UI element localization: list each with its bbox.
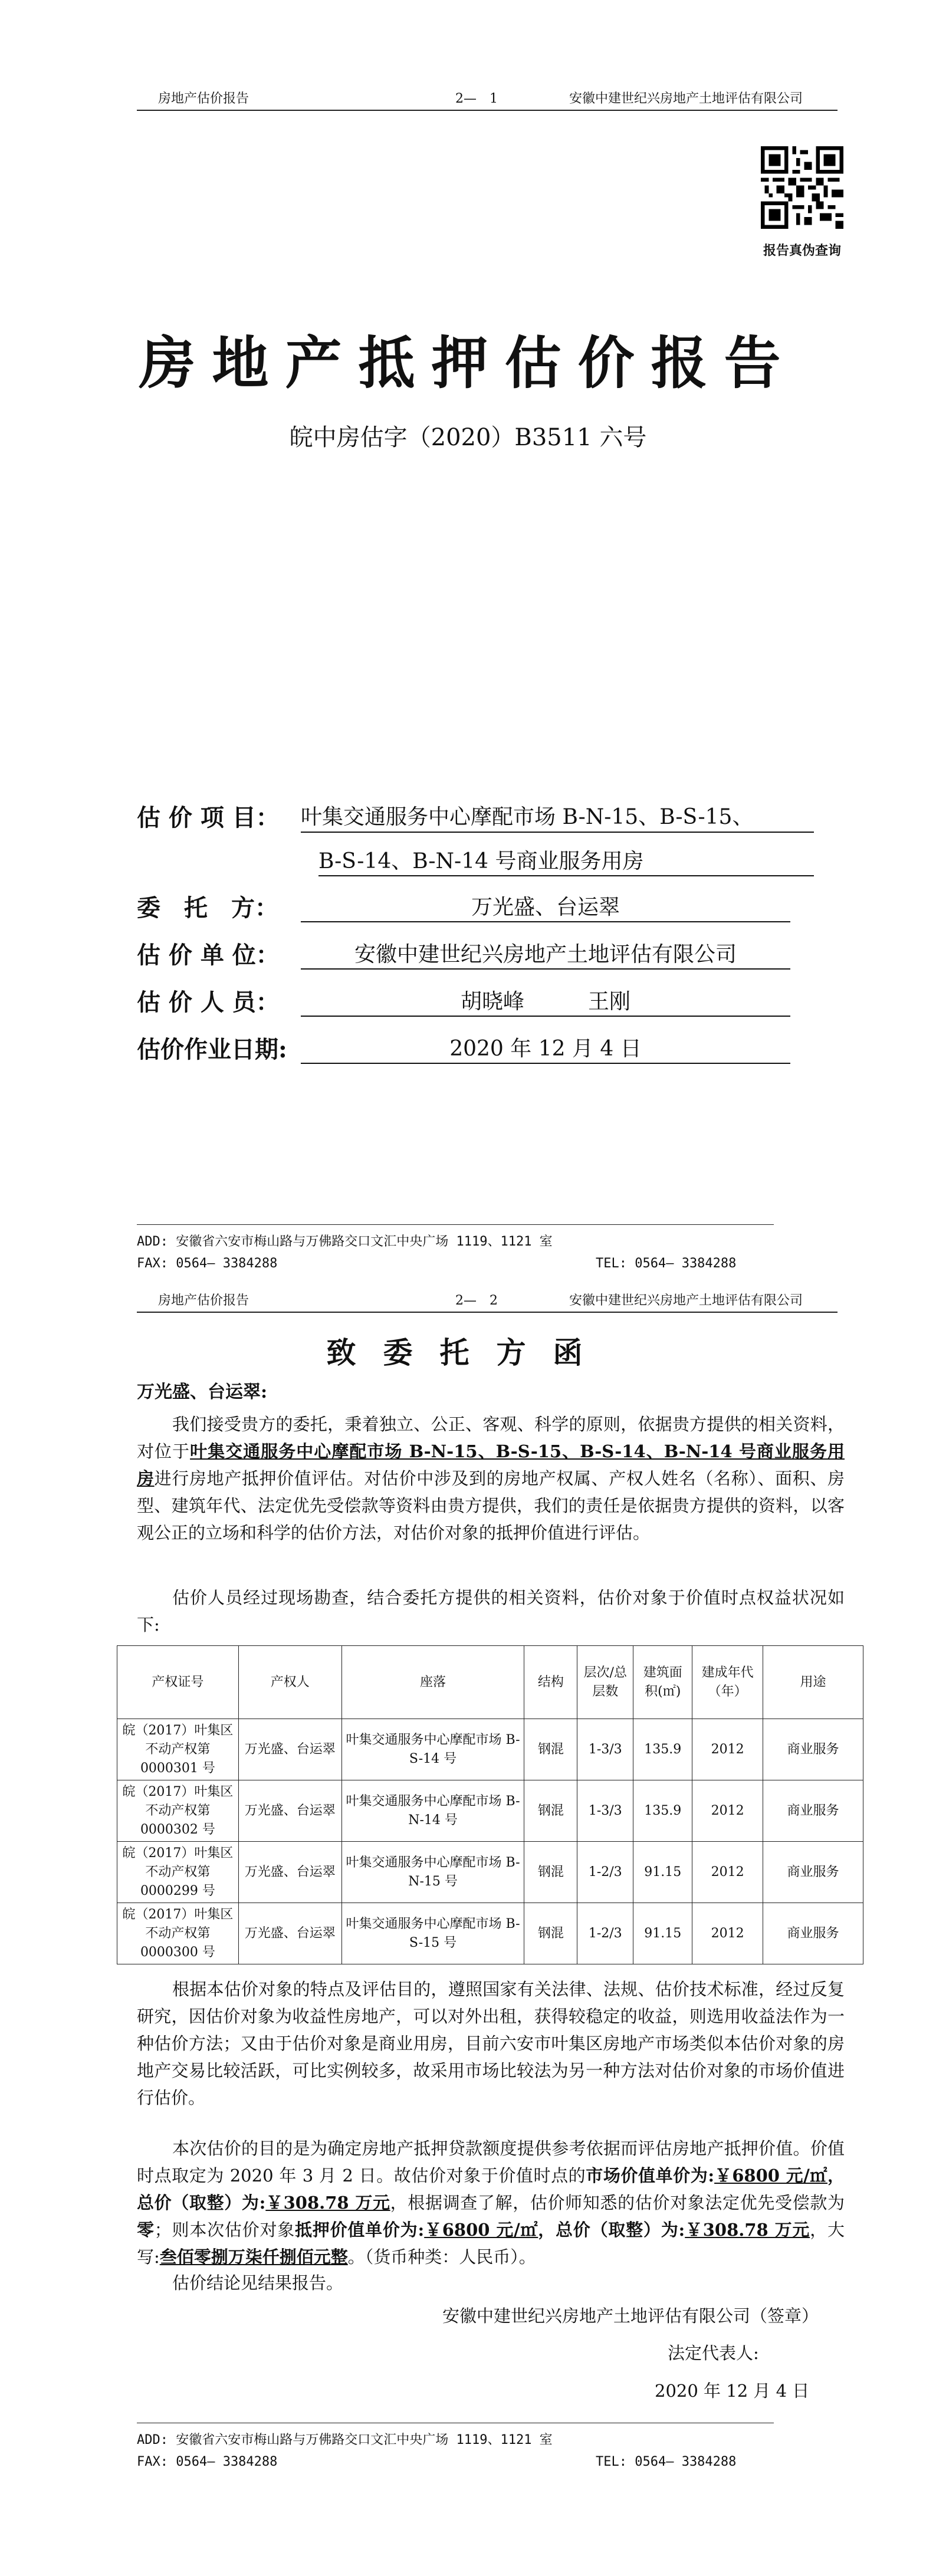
salutation: 万光盛、台运翠: [137, 1382, 268, 1402]
table-cell: 叶集交通服务中心摩配市场 B-N-15 号 [341, 1842, 524, 1903]
para4-text-f: ，根据调查了解，估价师知悉的估价对象法定优先受偿款为 [390, 2193, 845, 2213]
table-header-cell: 座落 [341, 1646, 524, 1719]
table-cell: 135.9 [633, 1719, 692, 1780]
table-cell: 万光盛、台运翠 [238, 1903, 341, 1964]
signature-company: 安徽中建世纪兴房地产土地评估有限公司（签章） [442, 2306, 819, 2326]
table-header-cell: 结构 [524, 1646, 577, 1719]
paragraph-conclusion [137, 2135, 845, 2271]
table-row [117, 1780, 863, 1842]
table-header-cell: 建筑面积(㎡) [633, 1646, 692, 1719]
property-table [117, 1645, 863, 1964]
table-cell: 皖（2017）叶集区不动产权第0000300 号 [117, 1903, 239, 1964]
para4-text-a: 本次估价的目的是为确定房地产抵押贷款额度提供参考依据而评估房地产抵押价值。价值时点取定为 2020 年 3 月 2 日。故估价对象于价值时点的 [137, 2138, 845, 2186]
para4-mortgage-unit-value: ￥6800 元/㎡ [424, 2220, 538, 2240]
appraiser-org-underline [301, 968, 790, 970]
appraiser-org-value: 安徽中建世纪兴房地产土地评估有限公司 [354, 942, 737, 967]
date-value: 2020 年 12 月 4 日 [449, 1037, 642, 1061]
page1-footer-rule [137, 1224, 774, 1225]
table-cell: 钢混 [524, 1719, 577, 1780]
table-header-cell: 用途 [763, 1646, 863, 1719]
table-cell: 万光盛、台运翠 [238, 1842, 341, 1903]
para4-market-unit-value: ￥6800 元/㎡ [714, 2166, 827, 2186]
table-cell: 2012 [692, 1903, 763, 1964]
table-cell: 叶集交通服务中心摩配市场 B-S-14 号 [341, 1719, 524, 1780]
page1-header-left: 房地产估价报告 [158, 91, 249, 106]
table-cell: 万光盛、台运翠 [238, 1780, 341, 1842]
project-label: 估 价 项 目： [137, 804, 280, 832]
table-cell: 1-3/3 [577, 1780, 633, 1842]
table-header-cell: 产权人 [238, 1646, 341, 1719]
para4-text-o: 。（货币种类：人民币）。 [347, 2247, 536, 2267]
para4-mortgage-total-value: ￥308.78 万元 [685, 2220, 810, 2240]
page1-header-rule [137, 110, 838, 111]
para4-priority-value: 零 [137, 2220, 155, 2240]
page2-footer-tel: TEL: 0564— 3384288 [596, 2455, 737, 2469]
table-cell: 商业服务 [763, 1719, 863, 1780]
table-cell: 1-2/3 [577, 1903, 633, 1964]
table-cell: 叶集交通服务中心摩配市场 B-N-14 号 [341, 1780, 524, 1842]
project-underline-2 [318, 875, 814, 876]
page1-footer-fax: FAX: 0564— 3384288 [137, 1256, 278, 1271]
para4-mortgage-unit-label: 抵押价值单价为: [295, 2220, 425, 2240]
table-cell: 钢混 [524, 1780, 577, 1842]
appraisers-value: 胡晓峰 王刚 [460, 990, 630, 1014]
page2-header-center: 2— 2 [455, 1293, 498, 1308]
date-underline [301, 1063, 790, 1064]
table-cell: 商业服务 [763, 1903, 863, 1964]
para1-text-c: 进行房地产抵押价值评估。对估价中涉及到的房地产权属、产权人姓名（名称）、面积、房型、建筑年代、法定优先受偿款等资料由贵方提供，我们的责任是依据贵方提供的资料，以客观公正的立场和科学的估价方法，对估价对象的抵押价值进行评估。 [137, 1468, 845, 1543]
table-cell: 叶集交通服务中心摩配市场 B-S-15 号 [341, 1903, 524, 1964]
table-cell: 皖（2017）叶集区不动产权第0000301 号 [117, 1719, 239, 1780]
page2-header-left: 房地产估价报告 [158, 1293, 249, 1308]
signature-legal-rep: 法定代表人: [668, 2343, 759, 2363]
table-row [117, 1842, 863, 1903]
page1-footer-address: ADD: 安徽省六安市梅山路与万佛路交口文汇中央广场 1119、1121 室 [137, 1234, 553, 1249]
page2-header-rule [137, 1312, 838, 1313]
para4-mortgage-total-label: ，总价（取整）为: [538, 2220, 685, 2240]
para4-market-total-value: ￥308.78 万元 [265, 2193, 390, 2213]
report-title: 房地产抵押估价报告 [139, 330, 797, 396]
table-cell: 2012 [692, 1842, 763, 1903]
table-cell: 皖（2017）叶集区不动产权第0000299 号 [117, 1842, 239, 1903]
paragraph-commission [137, 1411, 845, 1546]
para4-market-total-label: ，总价（取整）为: [137, 2166, 845, 2213]
project-value-line2: B-S-14、B-N-14 号商业服务用房 [318, 849, 644, 873]
table-cell: 1-2/3 [577, 1842, 633, 1903]
table-header-row [117, 1646, 863, 1719]
page2-header-right: 安徽中建世纪兴房地产土地评估有限公司 [569, 1293, 803, 1308]
letter-title: 致委托方函 [326, 1335, 610, 1370]
page2-footer-fax: FAX: 0564— 3384288 [137, 2455, 278, 2469]
para4-amount-in-words: 叁佰零捌万柒仟捌佰元整 [159, 2247, 348, 2267]
para4-text-m: ，大写: [137, 2220, 845, 2267]
page1-header-center: 2— 1 [455, 91, 498, 106]
table-cell: 2012 [692, 1719, 763, 1780]
table-cell: 135.9 [633, 1780, 692, 1842]
appraiser-org-label: 估 价 单 位： [137, 941, 280, 969]
paragraph-survey: 估价人员经过现场勘查，结合委托方提供的相关资料，估价对象于价值时点权益状况如下: [137, 1588, 845, 1635]
date-label: 估价作业日期: [137, 1036, 287, 1063]
appraisers-label: 估 价 人 员： [137, 988, 280, 1016]
table-cell: 1-3/3 [577, 1719, 633, 1780]
table-cell: 91.15 [633, 1903, 692, 1964]
project-value-line1: 叶集交通服务中心摩配市场 B-N-15、B-S-15、 [301, 805, 754, 829]
table-cell: 2012 [692, 1780, 763, 1842]
page1-footer-tel: TEL: 0564— 3384288 [596, 1256, 737, 1271]
report-number: 皖中房估字（2020）B3511 六号 [289, 424, 647, 451]
para1-text-a: 我们接受贵方的委托，秉着独立、公正、客观、科学的原则，依据贵方提供的相关资料，对位于 [137, 1414, 845, 1461]
table-row [117, 1903, 863, 1964]
para4-market-unit-label: 市场价值单价为: [586, 2166, 715, 2186]
project-underline-1 [301, 832, 814, 833]
para4-text-h: ；则本次估价对象 [154, 2220, 295, 2240]
page2-footer-address: ADD: 安徽省六安市梅山路与万佛路交口文汇中央广场 1119、1121 室 [137, 2433, 553, 2447]
table-cell: 商业服务 [763, 1780, 863, 1842]
table-header-cell: 建成年代（年） [692, 1646, 763, 1719]
table-row [117, 1719, 863, 1780]
qr-caption: 报告真伪查询 [763, 243, 841, 258]
para1-property: 叶集交通服务中心摩配市场 B-N-15、B-S-15、B-S-14、B-N-14 号商业服务用房 [137, 1441, 845, 1489]
table-cell: 万光盛、台运翠 [238, 1719, 341, 1780]
table-cell: 钢混 [524, 1903, 577, 1964]
table-cell: 皖（2017）叶集区不动产权第0000302 号 [117, 1780, 239, 1842]
table-cell: 钢混 [524, 1842, 577, 1903]
qr-code-icon[interactable] [761, 146, 843, 229]
client-label: 委 托 方： [137, 894, 278, 922]
client-value: 万光盛、台运翠 [471, 895, 620, 919]
signature-date: 2020 年 12 月 4 日 [655, 2381, 810, 2401]
appraisers-underline [301, 1016, 790, 1017]
table-cell: 91.15 [633, 1842, 692, 1903]
table-header-cell: 层次/总层数 [577, 1646, 633, 1719]
page1-header-right: 安徽中建世纪兴房地产土地评估有限公司 [569, 91, 803, 106]
client-underline [301, 921, 790, 922]
table-header-cell: 产权证号 [117, 1646, 239, 1719]
table-cell: 商业服务 [763, 1842, 863, 1903]
paragraph-see-results: 估价结论见结果报告。 [172, 2273, 344, 2293]
paragraph-methodology: 根据本估价对象的特点及评估目的，遵照国家有关法律、法规、估价技术标准，经过反复研究，因估价对象为收益性房地产，可以对外出租，获得较稳定的收益，则选用收益法作为一种估价方法；又由于估价对象是商业用房，目前六安市叶集区房地产市场类似本估价对象的房地产交易比较活跃，可比实例较多，故采用市场比较法为另一种方法对估价对象的市场价值进行估价。 [137, 1979, 845, 2108]
